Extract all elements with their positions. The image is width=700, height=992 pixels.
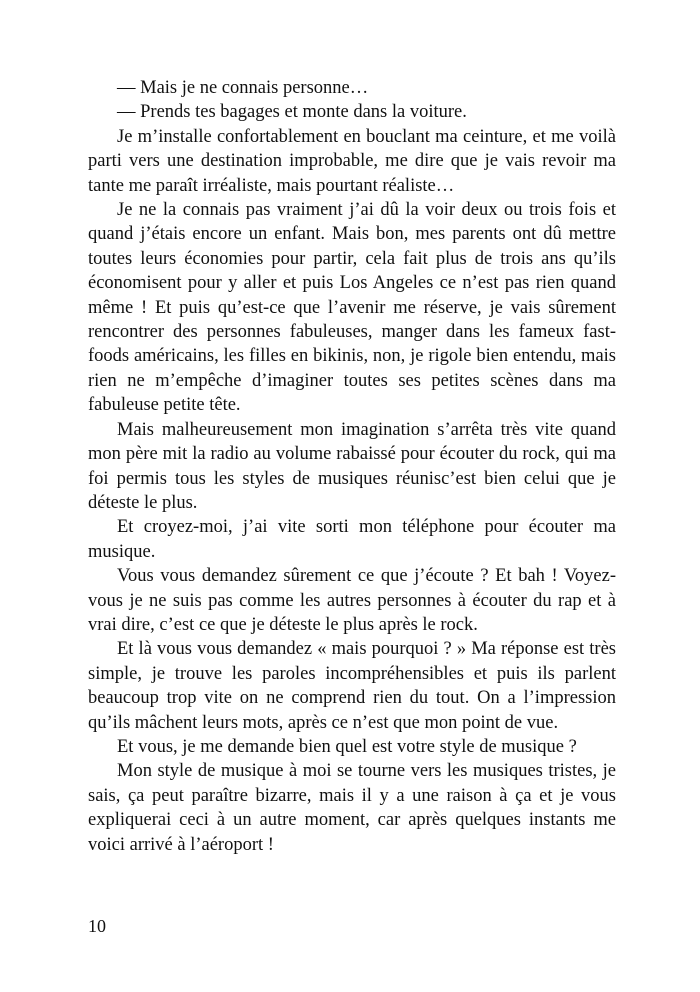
paragraph: Mon style de musique à moi se tourne vers les musiques tristes, je sais, ça peut paraître bizarre, mais il y a une raison à ça et je vous expliquerai ceci à un autre moment, car après quelques instants me voici arrivé à l’aéroport ! (88, 761, 616, 855)
page-body (88, 76, 616, 857)
paragraph: Et croyez-moi, j’ai vite sorti mon téléphone pour écouter ma musique. (88, 517, 616, 562)
paragraph: — Mais je ne connais personne… (117, 78, 369, 98)
paragraph: Mais malheureusement mon imagination s’arrêta très vite quand mon père mit la radio au volume rabaissé pour écouter du rock, qui ma foi permis tous les styles de musiques réunisc’est bien celui que je déteste le plus. (88, 419, 616, 513)
paragraph: Vous vous demandez sûrement ce que j’écoute ? Et bah ! Voyez-vous je ne suis pas comme les autres personnes à écouter du rap et à vrai dire, c’est ce que je déteste le plus après le rock. (88, 566, 616, 635)
page-number: 10 (88, 916, 106, 936)
paragraph: — Prends tes bagages et monte dans la voiture. (117, 102, 467, 123)
paragraph: Je ne la connais pas vraiment j’ai dû la voir deux ou trois fois et quand j’étais encore un enfant. Mais bon, mes parents ont dû mettre toutes leurs économies pour partir, cela fait plus de trois ans qu’ils économisent pour y aller et puis Los Angeles ce n’est pas rien quand même ! Et puis qu’est-ce que l’avenir me réserve, je vais sûrement rencontrer des personnes fabuleuses, manger dans les fameux fast-foods américains, les filles en bikinis, non, je rigole bien entendu, mais rien ne m’empêche d’imaginer toutes ses petites scènes dans ma fabuleuse petite tête. (88, 200, 616, 416)
paragraph: Et là vous vous demandez « mais pourquoi ? » Ma réponse est très simple, je trouve les paroles incompréhensibles et puis ils parlent beaucoup trop vite on ne comprend rien du tout. On a l’impression qu’ils mâchent leurs mots, après ce n’est que mon point de vue. (88, 639, 616, 733)
paragraph: Je m’installe confortablement en bouclant ma ceinture, et me voilà parti vers une destination improbable, me dire que je vais revoir ma tante me paraît irréaliste, mais pourtant réaliste… (88, 126, 616, 196)
paragraph: Et vous, je me demande bien quel est votre style de musique ? (117, 736, 577, 757)
